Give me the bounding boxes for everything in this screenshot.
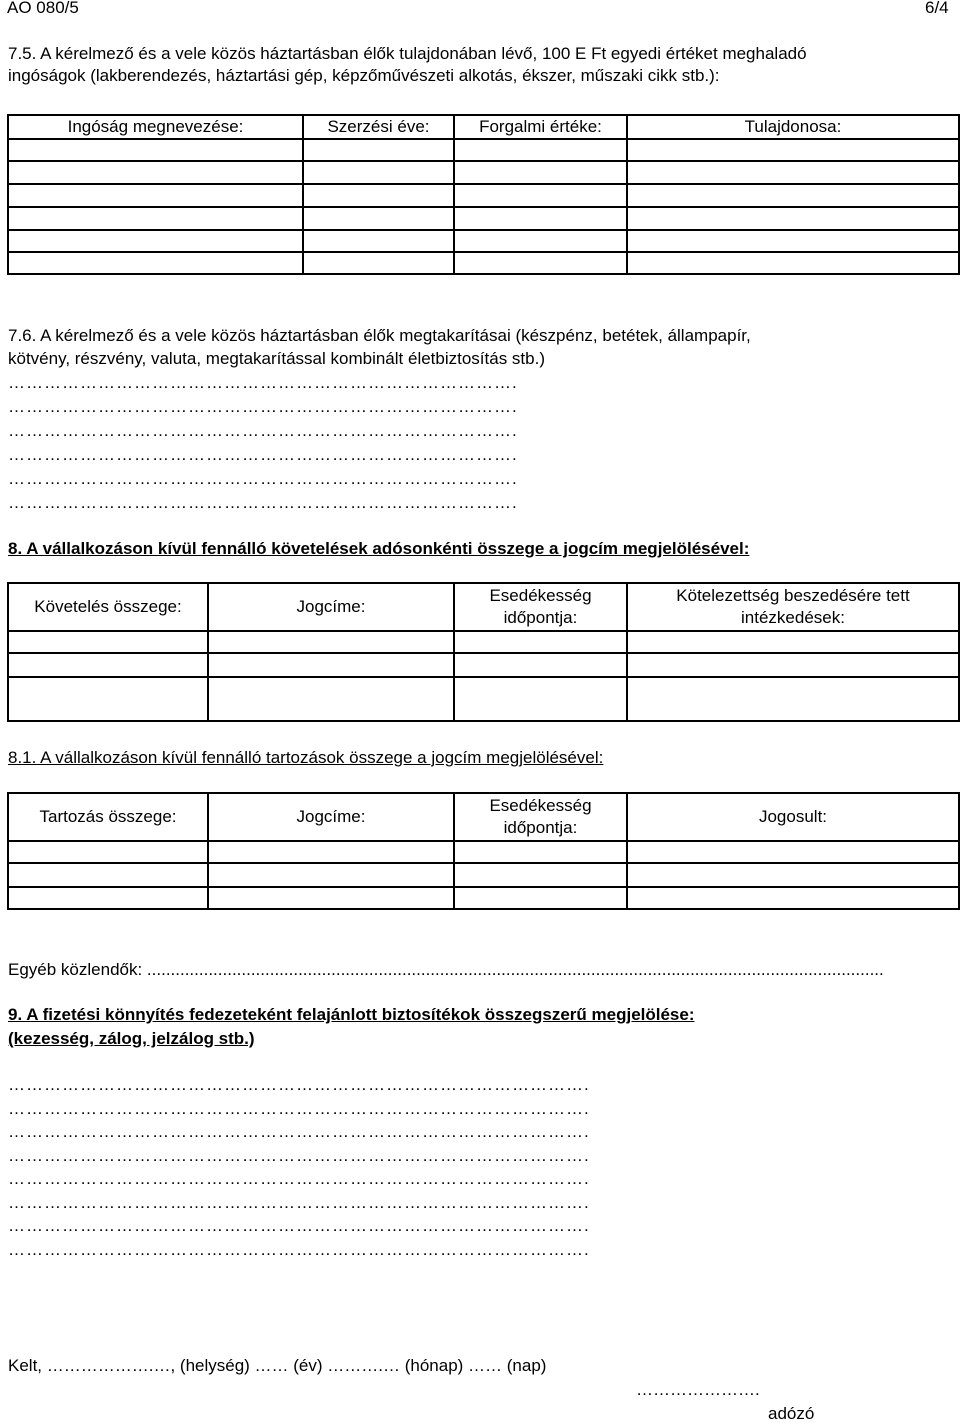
other-remarks: Egyéb közlendők: ............................................................................................................................................................: [8, 960, 884, 979]
dotted-line: …………………………………………………………………………………….: [8, 1098, 590, 1118]
table-cell[interactable]: [627, 161, 959, 184]
table-cell[interactable]: [8, 841, 208, 863]
section-9-line2: (kezesség, zálog, jelzálog stb.): [8, 1029, 255, 1048]
dotted-line: ………………………………………………………………………….: [8, 493, 518, 512]
table-cell[interactable]: [8, 677, 208, 721]
dotted-line: …………………………………………………………………………………….: [8, 1216, 590, 1235]
table-cell[interactable]: [208, 677, 454, 721]
table-cell[interactable]: [454, 653, 627, 677]
table-cell[interactable]: [303, 161, 454, 184]
section-7-5-line2: ingóságok (lakberendezés, háztartási gép, képzőművészeti alkotás, ékszer, műszaki cikk stb.):: [8, 66, 720, 85]
dotted-line: ………………………………………………………………………….: [8, 421, 518, 440]
form-code: AO 080/5: [7, 0, 79, 17]
receivables-header-amount: Követelés összege:: [8, 583, 208, 631]
table-cell[interactable]: [454, 252, 627, 274]
table-cell[interactable]: [627, 207, 959, 230]
assets-header-value: Forgalmi értéke:: [454, 115, 627, 139]
table-cell[interactable]: [8, 207, 303, 230]
section-8-1-title: 8.1. A vállalkozáson kívül fennálló tartozások összege a jogcím megjelölésével:: [8, 748, 604, 767]
liabilities-header-title: Jogcíme:: [208, 793, 454, 841]
table-cell[interactable]: [303, 207, 454, 230]
receivables-header-due: Esedékesség időpontja:: [454, 583, 627, 631]
table-cell[interactable]: [303, 252, 454, 274]
receivables-header-title: Jogcíme:: [208, 583, 454, 631]
receivables-header-measures: Kötelezettség beszedésére tett intézkedések:: [627, 583, 959, 631]
table-cell[interactable]: [8, 887, 208, 909]
table-cell[interactable]: [454, 887, 627, 909]
table-cell[interactable]: [627, 139, 959, 161]
table-cell[interactable]: [454, 677, 627, 721]
table-cell[interactable]: [208, 841, 454, 863]
assets-header-year: Szerzési éve:: [303, 115, 454, 139]
table-cell[interactable]: [208, 887, 454, 909]
liabilities-header-amount: Tartozás összege:: [8, 793, 208, 841]
table-cell[interactable]: [454, 631, 627, 653]
table-cell[interactable]: [8, 230, 303, 252]
dotted-line: ………………………………………………………………………….: [8, 445, 518, 464]
table-cell[interactable]: [8, 653, 208, 677]
section-9-line1: 9. A fizetési könnyítés fedezeteként felajánlott biztosítékok összegszerű megjelölése:: [8, 1005, 695, 1024]
dotted-line: ………………………………………………………………………….: [8, 397, 518, 416]
table-cell[interactable]: [454, 161, 627, 184]
dotted-line: …………………………………………………………………………………….: [8, 1145, 590, 1165]
table-cell[interactable]: [627, 653, 959, 677]
dotted-line: …………………………………………………………………………………….: [8, 1192, 590, 1212]
table-cell[interactable]: [208, 631, 454, 653]
table-cell[interactable]: [303, 230, 454, 252]
table-cell[interactable]: [454, 841, 627, 863]
table-cell[interactable]: [454, 139, 627, 161]
assets-header-name: Ingóság megnevezése:: [8, 115, 303, 139]
section-7-6-line1: 7.6. A kérelmező és a vele közös háztartásban élők megtakarításai (készpénz, betétek, állampapír,: [8, 326, 751, 345]
assets-header-owner: Tulajdonosa:: [627, 115, 959, 139]
dotted-line: …………………………………………………………………………………….: [8, 1169, 590, 1188]
table-cell[interactable]: [454, 230, 627, 252]
table-cell[interactable]: [627, 252, 959, 274]
table-cell[interactable]: [627, 863, 959, 887]
place-date-line: Kelt, ……………….…, (helység) …… (év) ……….… (hónap) …… (nap): [8, 1356, 547, 1375]
table-cell[interactable]: [627, 677, 959, 721]
table-cell[interactable]: [8, 161, 303, 184]
table-cell[interactable]: [208, 863, 454, 887]
table-cell[interactable]: [454, 207, 627, 230]
table-cell[interactable]: [8, 863, 208, 887]
section-8-title: 8. A vállalkozáson kívül fennálló követelések adósonkénti összege a jogcím megjelölésével:: [8, 539, 750, 558]
table-cell[interactable]: [303, 139, 454, 161]
section-7-6-line2: kötvény, részvény, valuta, megtakarítással kombinált életbiztosítás stb.): [8, 349, 545, 368]
table-cell[interactable]: [8, 252, 303, 274]
section-7-5-line1: 7.5. A kérelmező és a vele közös háztartásban élők tulajdonában lévő, 100 E Ft egyedi értéket meghaladó: [8, 44, 807, 63]
table-cell[interactable]: [627, 184, 959, 207]
assets-table: [7, 114, 960, 275]
dotted-line: ………………………………………………………………………….: [8, 469, 518, 488]
signature-label: adózó: [768, 1404, 815, 1423]
table-cell[interactable]: [627, 887, 959, 909]
liabilities-table: [7, 792, 960, 910]
table-cell[interactable]: [8, 631, 208, 653]
table-cell[interactable]: [627, 841, 959, 863]
liabilities-header-creditor: Jogosult:: [627, 793, 959, 841]
table-cell[interactable]: [454, 863, 627, 887]
liabilities-header-due: Esedékesség időpontja:: [454, 793, 627, 841]
dotted-line: …………………………………………………………………………………….: [8, 1075, 590, 1094]
table-cell[interactable]: [454, 184, 627, 207]
table-cell[interactable]: [627, 631, 959, 653]
table-cell[interactable]: [303, 184, 454, 207]
page-number: 6/4: [925, 0, 949, 17]
table-cell[interactable]: [208, 653, 454, 677]
dotted-line: ………………………………………………………………………….: [8, 373, 518, 392]
table-cell[interactable]: [8, 139, 303, 161]
dotted-line: …………………………………………………………………………………….: [8, 1239, 590, 1259]
dotted-line: …………………………………………………………………………………….: [8, 1122, 590, 1141]
receivables-table: [7, 582, 960, 722]
table-cell[interactable]: [627, 230, 959, 252]
signature-line: ………………….: [636, 1380, 760, 1399]
table-cell[interactable]: [8, 184, 303, 207]
